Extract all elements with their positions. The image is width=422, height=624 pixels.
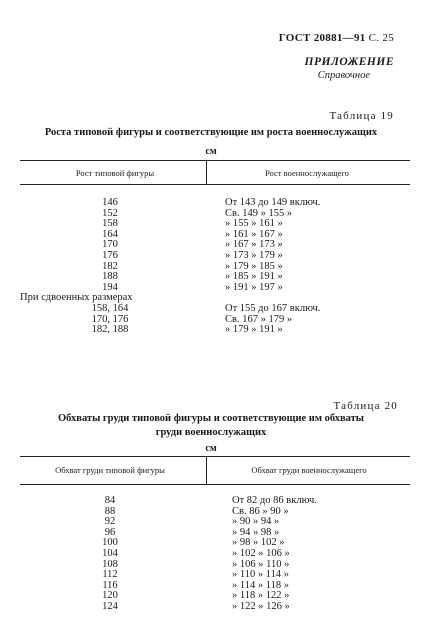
table-cell: 112: [102, 569, 118, 581]
table-cell: Св. 149 » 155 »: [225, 207, 293, 219]
appendix-subtitle: Справочное: [317, 70, 370, 81]
table20-col2-header: Обхват груди военнослужащего: [251, 465, 367, 475]
page-number: С. 25: [368, 32, 394, 44]
table-cell: 182: [102, 260, 118, 272]
table-cell: Св. 86 » 90 »: [232, 505, 289, 517]
table19-col1: [20, 197, 180, 336]
table20-col1-header: Обхват груди типовой фигуры: [55, 465, 165, 475]
table20-label: Таблица 20: [333, 400, 398, 412]
table-cell: » 114 » 118 »: [232, 579, 289, 591]
table19-column-divider: [206, 160, 207, 184]
table20-title-line1: Обхваты груди типовой фигуры и соответствующие им обхваты: [58, 413, 364, 424]
table19-title: Роста типовой фигуры и соответствующие им роста военнослужащих: [44, 127, 378, 138]
table-cell: » 98 » 102 »: [232, 537, 285, 549]
table20-top-rule: [20, 456, 410, 457]
table20-header-rule: [20, 484, 410, 485]
table-cell: 104: [102, 547, 118, 559]
table-cell: 100: [102, 537, 118, 549]
table19-header-rule: [20, 184, 410, 185]
table-cell: 92: [104, 516, 116, 528]
table19-unit: см: [205, 146, 217, 157]
table-cell: От 143 до 149 включ.: [225, 197, 321, 208]
table19-label: Таблица 19: [329, 110, 394, 122]
table19-col2-header: Рост военнослужащего: [265, 168, 349, 178]
table-cell: » 191 » 197 »: [225, 281, 283, 293]
gost-label: ГОСТ: [278, 32, 311, 44]
gost-number: 20881—91: [313, 32, 366, 44]
table-cell: При сдвоенных размерах: [20, 292, 133, 304]
table-cell: 164: [102, 228, 118, 240]
table-cell: » 185 » 191 »: [225, 271, 283, 283]
table-cell: » 90 » 94 »: [232, 516, 280, 528]
table-cell: 170: [102, 239, 118, 251]
table-cell: » 106 » 110 »: [232, 558, 290, 570]
table19-col1-header: Рост типовой фигуры: [75, 168, 155, 178]
page-header: [279, 32, 394, 44]
table-cell: » 110 » 114 »: [232, 569, 289, 581]
table-cell: От 155 до 167 включ.: [225, 302, 321, 314]
table-cell: » 161 » 167 »: [225, 228, 283, 240]
table-cell: » 102 » 106 »: [232, 547, 290, 559]
table19-col2: [225, 198, 405, 336]
table-cell: » 173 » 179 »: [225, 249, 283, 261]
table-cell: 152: [102, 207, 118, 219]
table-cell: 120: [102, 590, 118, 602]
table19-top-rule: [20, 160, 410, 161]
table-cell: 116: [102, 579, 118, 591]
table-cell: 96: [104, 526, 116, 538]
table-cell: » 118 » 122 »: [232, 590, 290, 602]
table-cell: 158, 164: [91, 302, 129, 314]
table20-title-line2: груди военнослужащих: [155, 427, 267, 438]
table-cell: 176: [102, 249, 118, 261]
table20-unit: см: [205, 443, 217, 454]
table-cell: 146: [102, 197, 118, 208]
table-cell: 88: [104, 505, 116, 517]
table-cell: 158: [102, 218, 118, 230]
table-cell: » 94 » 98 »: [232, 526, 280, 538]
table-cell: » 155 » 161 »: [225, 218, 283, 230]
table-cell: 182, 188: [91, 324, 129, 336]
table-cell: 170, 176: [91, 313, 129, 325]
table-cell: » 122 » 126 »: [232, 600, 290, 612]
table-cell: » 179 » 185 »: [225, 260, 283, 272]
table-cell: 188: [102, 271, 118, 283]
table-cell: 84: [104, 495, 116, 506]
table-cell: 108: [102, 558, 118, 570]
table-cell: 194: [102, 281, 118, 293]
table-cell: » 179 » 191 »: [225, 324, 283, 336]
table20-col2: [232, 496, 402, 613]
table-cell: От 82 до 86 включ.: [232, 495, 317, 506]
table-cell: 124: [102, 600, 118, 612]
table-cell: » 167 » 173 »: [225, 239, 283, 251]
appendix-title: ПРИЛОЖЕНИЕ: [304, 56, 394, 68]
table20-column-divider: [206, 456, 207, 484]
table-cell: Св. 167 » 179 »: [225, 313, 293, 325]
table20-col1: [60, 496, 160, 613]
